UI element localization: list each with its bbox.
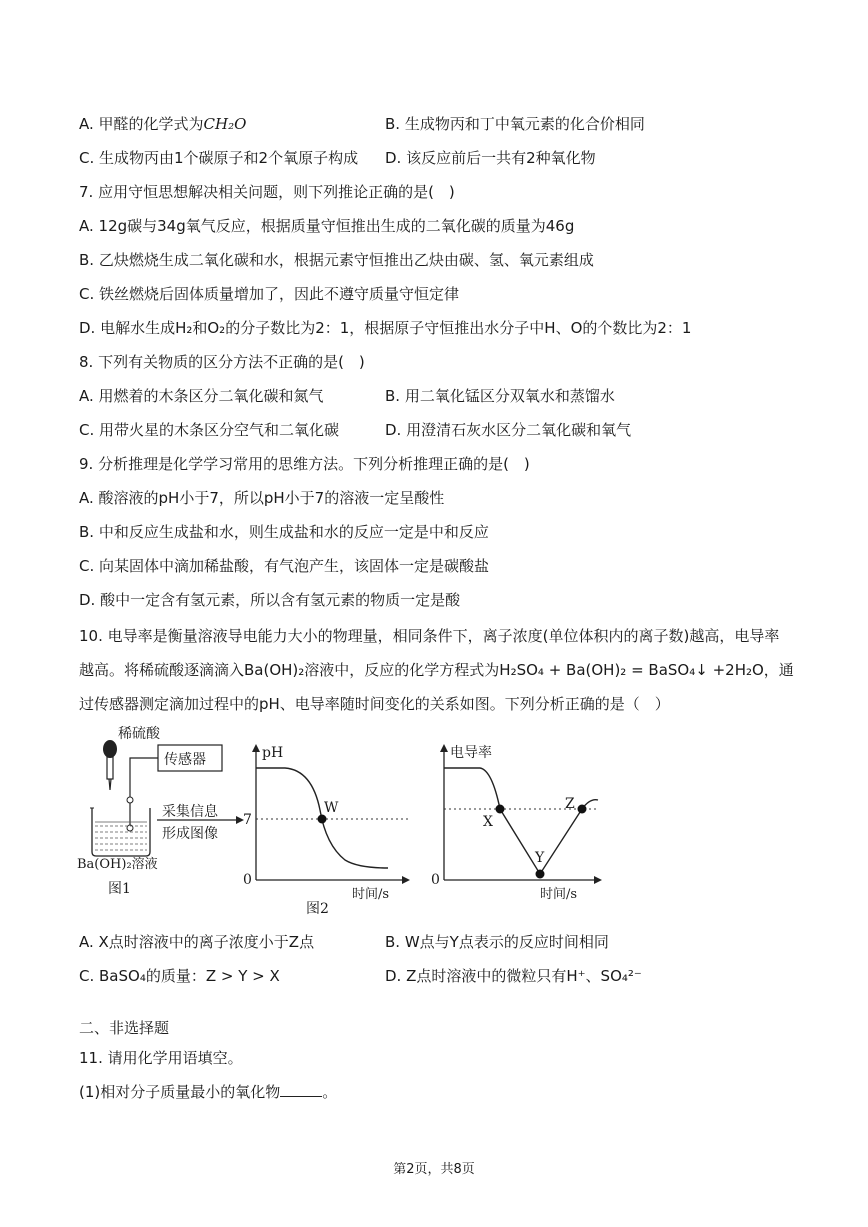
ph-tick-7: 7: [243, 812, 252, 828]
cond-label-z: Z: [565, 796, 575, 812]
q11-part1-end: 。: [322, 1083, 338, 1101]
fig1-dropper-label: 稀硫酸: [118, 726, 160, 742]
q10-stem-line3: 过传感器测定滴加过程中的pH、电导率随时间变化的关系如图。下列分析正确的是（ ）: [79, 695, 670, 713]
cond-xlabel: 时间/s: [540, 887, 578, 902]
q10-option-b: B. W点与Y点表示的反应时间相同: [385, 933, 609, 951]
q8-option-c: C. 用带火星的木条区分空气和二氧化碳: [79, 421, 340, 439]
q6-option-c: C. 生成物丙由1个碳原子和2个氧原子构成: [79, 149, 359, 167]
q9-stem: 9. 分析推理是化学学习常用的思维方法。下列分析推理正确的是( ): [79, 455, 530, 473]
ph-xlabel: 时间/s: [352, 887, 390, 902]
cond-ylabel: 电导率: [450, 745, 492, 761]
q7-option-c: C. 铁丝燃烧后固体质量增加了，因此不遵守质量守恒定律: [79, 285, 460, 303]
q7-option-a: A. 12g碳与34g氧气反应，根据质量守恒推出生成的二氧化碳的质量为46g: [79, 217, 575, 235]
q10-stem-line2: 越高。将稀硫酸逐滴滴入Ba(OH)₂溶液中，反应的化学方程式为H₂SO₄ + Ba(OH)₂ = BaSO₄↓ +2H₂O，通: [79, 661, 794, 679]
q9-option-c: C. 向某固体中滴加稀盐酸，有气泡产生，该固体一定是碳酸盐: [79, 557, 490, 575]
section-title: 二、非选择题: [79, 1019, 170, 1037]
q10-stem-line1: 10. 电导率是衡量溶液导电能力大小的物理量，相同条件下，离子浓度(单位体积内的离子数)越高，电导率: [79, 627, 780, 645]
ph-chart: [243, 744, 410, 902]
q10-option-c: C. BaSO₄的质量：Z > Y > X: [79, 967, 280, 985]
q11-part1-blank[interactable]: [280, 1082, 322, 1097]
q11-part1-text: (1)相对分子质量最小的氧化物: [79, 1083, 281, 1101]
q6-option-a-formula: CH₂O: [203, 115, 247, 133]
q8-stem: 8. 下列有关物质的区分方法不正确的是( ): [79, 353, 365, 371]
page-footer: 第2页，共8页: [393, 1162, 475, 1177]
fig1-apparatus: [77, 726, 244, 897]
conductivity-chart: [431, 744, 602, 902]
ph-ylabel: pH: [262, 745, 284, 761]
q11-part1: [79, 1082, 337, 1102]
cond-label-x: X: [483, 814, 493, 830]
q8-option-b: B. 用二氧化锰区分双氧水和蒸馏水: [385, 387, 615, 405]
fig1-arrow-label2: 形成图像: [162, 826, 218, 842]
dropper-tube: [107, 757, 113, 779]
cond-label-y: Y: [535, 850, 545, 866]
cond-curve: [444, 768, 598, 874]
q9-option-b: B. 中和反应生成盐和水，则生成盐和水的反应一定是中和反应: [79, 523, 489, 541]
cond-origin: 0: [431, 872, 440, 888]
q8-option-a: A. 用燃着的木条区分二氧化碳和氮气: [79, 387, 324, 405]
ph-label-w: W: [324, 800, 339, 816]
fig1-beaker-label: Ba(OH)₂溶液: [77, 857, 158, 872]
q8-option-d: D. 用澄清石灰水区分二氧化碳和氧气: [385, 421, 632, 439]
dropper-bulb: [103, 740, 117, 758]
q9-option-a: A. 酸溶液的pH小于7，所以pH小于7的溶液一定呈酸性: [79, 489, 445, 507]
cond-point-z: [578, 805, 587, 814]
ph-origin: 0: [243, 872, 252, 888]
q7-stem: 7. 应用守恒思想解决相关问题，则下列推论正确的是( ): [79, 183, 455, 201]
fig2-caption: 图2: [306, 901, 329, 917]
q6-option-b: B. 生成物丙和丁中氧元素的化合价相同: [385, 115, 645, 133]
q9-option-d: D. 酸中一定含有氢元素，所以含有氢元素的物质一定是酸: [79, 591, 461, 609]
q7-option-b: B. 乙炔燃烧生成二氧化碳和水，根据元素守恒推出乙炔由碳、氢、氧元素组成: [79, 251, 594, 269]
probe-wire: [130, 758, 158, 800]
q10-option-a: A. X点时溶液中的离子浓度小于Z点: [79, 933, 315, 951]
q6-option-d: D. 该反应前后一共有2种氧化物: [385, 149, 596, 167]
cond-point-y: [536, 870, 545, 879]
fig1-arrow-label1: 采集信息: [162, 804, 218, 820]
fig1-caption: 图1: [108, 881, 131, 897]
q6-option-a-text: A. 甲醛的化学式为: [79, 115, 204, 133]
cond-point-x: [496, 805, 505, 814]
q11-stem: 11. 请用化学用语填空。: [79, 1049, 243, 1067]
fig1-sensor-label: 传感器: [164, 752, 206, 768]
q7-option-d: D. 电解水生成H₂和O₂的分子数比为2：1，根据原子守恒推出水分子中H、O的个数比为2：1: [79, 319, 692, 337]
q10-option-d: D. Z点时溶液中的微粒只有H⁺、SO₄²⁻: [385, 967, 642, 985]
